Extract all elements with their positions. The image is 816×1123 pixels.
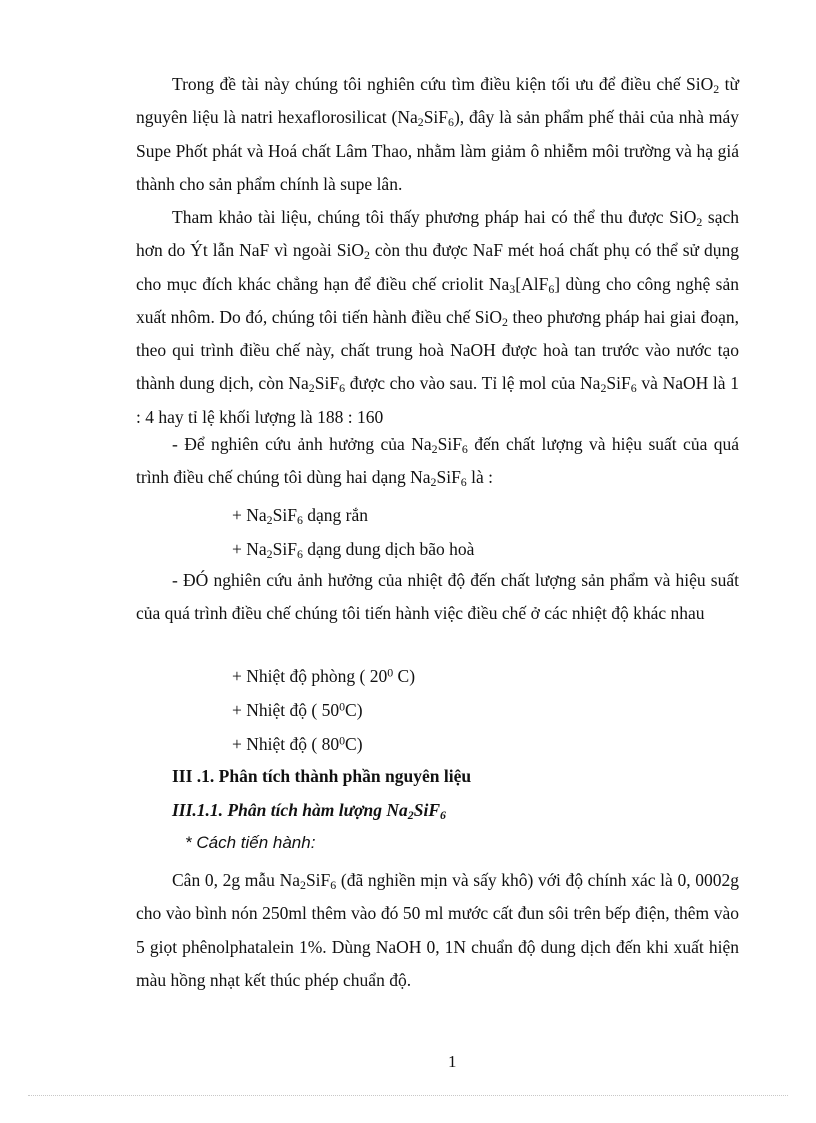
procedure-label: * Cách tiến hành: [185,833,316,852]
list-item-temp-50: + Nhiệt độ ( $50^0C$) [232,699,363,720]
subsection-heading: III.1.1. Phân tích hàm lượng $Na_2SiF_6$ [172,800,446,822]
page-number: 1 [448,1052,457,1071]
list-item-room-temp: + Nhiệt độ phòng ( $20^0$ C) [232,665,416,686]
paragraph-procedure: Cân 0, 2g mẫu $Na_2SiF_6$ (đã nghiền mịn và sấy khô) với độ chính xác là 0, 0002g cho vào bình nón 250ml thêm vào đó 50 ml mước cất đun sôi trên bếp điện, thêm vào 5 giọt phênolphatalein 1%. Dùng NaOH 0, 1N chuẩn độ dung dịch đến khi xuất hiện màu hồng nhạt kết thúc phép chuẩn độ. [136,870,739,990]
paragraph-temperature-study: - ĐÓ nghiên cứu ảnh hưởng của nhiệt độ đến chất lượng sản phẩm và hiệu suất của quá trình điều chế chúng tôi tiến hành việc điều chế ở các nhiệt độ khác nhau [136,570,739,624]
footer-divider [28,1095,788,1096]
list-item-solid-form: + $Na_2SiF_6$ dạng rắn [232,505,369,527]
paragraph-intro: Trong đề tài này chúng tôi nghiên cứu tìm điều kiện tối ưu để điều chế SiO$_2$ từ nguyên liệu là natri hexaflorosilicat $(Na_2SiF_6)$, đây là sản phẩm phế thải của nhà máy Supe Phốt phát và Hoá chất Lâm Thao, nhằm làm giảm ô nhiễm môi trường và hạ giá thành cho sản phẩm chính là supe lân. [136,74,739,194]
paragraph-na2sif6-study: - Để nghiên cứu ảnh hưởng của $Na_2SiF_6$ đến chất lượng và hiệu suất của quá trình điều chế chúng tôi dùng hai dạng $Na_2SiF_6$ là : [136,434,740,490]
section-heading: III .1. Phân tích thành phần nguyên liệu [172,766,472,786]
list-item-temp-80: + Nhiệt độ ( $80^0C$) [232,733,363,754]
list-item-solution-form: + $Na_2SiF_6$ dạng dung dịch bão hoà [232,539,475,561]
paragraph-reference: Tham khảo tài liệu, chúng tôi thấy phương pháp hai có thể thu được SiO$_2$ sạch hơn do Ýt lẫn NaF vì ngoài SiO$_2$ còn thu được NaF mét hoá chất phụ có thể sử dụng cho mục đích khác chẳng hạn để điều chế criolit $Na_3[AlF_6]$ dùng cho công nghệ sản xuất nhôm. Do đó, chúng tôi tiến hành điều chế SiO$_2$ theo phương pháp hai giai đoạn, theo qui trình điều chế này, chất trung hoà NaOH được hoà tan trước vào nước tạo thành dung dịch, còn $Na_2SiF_6$ được cho vào sau. Tỉ lệ mol của $Na_2SiF_6$ và NaOH là 1 : 4 hay tỉ lệ khối lượng là 188 : 160 [136,207,740,427]
